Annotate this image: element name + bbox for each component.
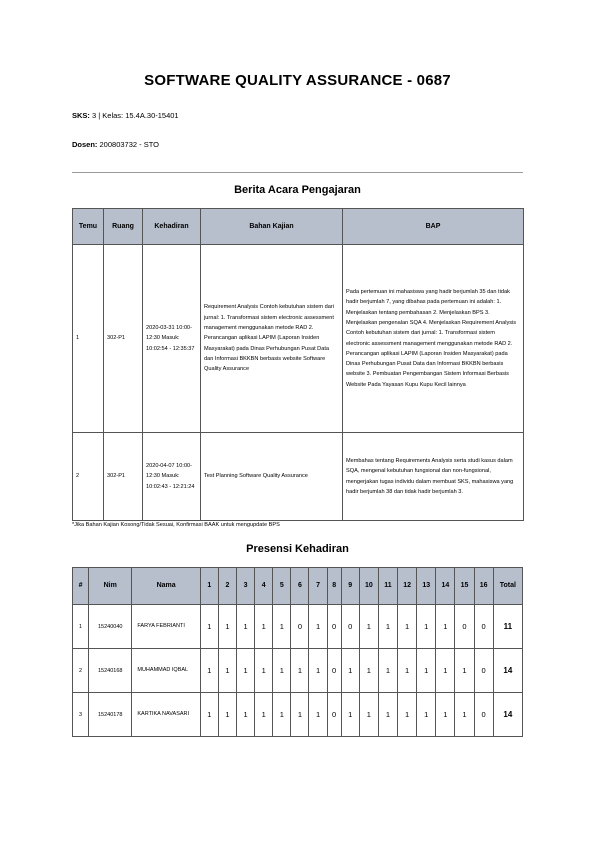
attendance-mark: 0 xyxy=(474,649,493,693)
attendance-mark: 1 xyxy=(417,649,436,693)
dosen-label: Dosen: xyxy=(72,140,98,149)
attendance-mark: 1 xyxy=(218,649,236,693)
table-row xyxy=(73,649,523,693)
sks-class-value: 3 | Kelas: 15.4A.30-15401 xyxy=(89,111,179,120)
attendance-mark: 1 xyxy=(237,693,255,737)
attendance-mark: 1 xyxy=(417,605,436,649)
attendance-mark: 1 xyxy=(341,693,359,737)
divider xyxy=(72,172,523,173)
presensi-header-cell: 8 xyxy=(327,568,341,605)
attendance-mark: 1 xyxy=(200,693,218,737)
footnote: *Jika Bahan Kajian Kosong/Tidak Sesuai, Konfirmasi BAAK untuk mengupdate BPS xyxy=(72,522,280,528)
presensi-header-cell: Nama xyxy=(132,568,200,605)
presensi-header-cell: 1 xyxy=(200,568,218,605)
attendance-mark: 1 xyxy=(359,693,378,737)
total-cell: 14 xyxy=(493,693,522,737)
row-number: 3 xyxy=(73,693,89,737)
temu-cell: 2 xyxy=(73,433,104,521)
bap-section-title: Berita Acara Pengajaran xyxy=(234,184,361,196)
attendance-mark: 1 xyxy=(398,693,417,737)
presensi-header-cell: 15 xyxy=(455,568,474,605)
attendance-mark: 1 xyxy=(309,693,327,737)
attendance-mark: 1 xyxy=(237,605,255,649)
presensi-table xyxy=(72,567,523,737)
bahan-kajian-cell: Requirement Analysis Contoh kebutuhan sistem dari jurnal: 1. Transformasi sistem electronic assessment management menggunakan metode RAD 2. Perancangan aplikasi LAPIM (Laporan Insiden Masyarakat) pada Dinas Perhubungan Pusat Data dan Informasi BKKBN berbasis website Software Quality Assurance xyxy=(201,245,343,433)
attendance-mark: 1 xyxy=(255,605,273,649)
lecturer-info xyxy=(72,140,159,149)
attendance-mark: 0 xyxy=(474,605,493,649)
attendance-mark: 1 xyxy=(359,605,378,649)
presensi-header-cell: # xyxy=(73,568,89,605)
presensi-header-cell: 9 xyxy=(341,568,359,605)
attendance-mark: 1 xyxy=(255,649,273,693)
attendance-mark: 1 xyxy=(378,649,397,693)
header-bahan-kajian: Bahan Kajian xyxy=(201,209,343,245)
presensi-header-cell: 3 xyxy=(237,568,255,605)
table-row xyxy=(73,433,524,521)
presensi-header-cell: 10 xyxy=(359,568,378,605)
table-row xyxy=(73,245,524,433)
presensi-section-title: Presensi Kehadiran xyxy=(246,543,349,555)
course-info xyxy=(72,111,179,120)
presensi-header-cell: 12 xyxy=(398,568,417,605)
attendance-mark: 1 xyxy=(273,605,291,649)
presensi-header-cell: 6 xyxy=(291,568,309,605)
attendance-mark: 1 xyxy=(436,605,455,649)
presensi-header-row xyxy=(73,568,523,605)
table-row xyxy=(73,605,523,649)
attendance-mark: 1 xyxy=(398,649,417,693)
bap-table xyxy=(72,208,524,521)
attendance-mark: 1 xyxy=(455,693,474,737)
attendance-mark: 0 xyxy=(327,649,341,693)
row-number: 2 xyxy=(73,649,89,693)
attendance-mark: 1 xyxy=(237,649,255,693)
total-cell: 11 xyxy=(493,605,522,649)
attendance-mark: 1 xyxy=(273,649,291,693)
attendance-mark: 1 xyxy=(436,649,455,693)
attendance-mark: 1 xyxy=(309,649,327,693)
attendance-mark: 1 xyxy=(291,693,309,737)
nim-cell: 15240168 xyxy=(89,649,132,693)
presensi-header-cell: Total xyxy=(493,568,522,605)
presensi-header-cell: 2 xyxy=(218,568,236,605)
presensi-header-cell: 11 xyxy=(378,568,397,605)
nama-cell: MUHAMMAD IQBAL xyxy=(132,649,200,693)
ruang-cell: 302-P1 xyxy=(104,245,143,433)
bap-cell: Pada pertemuan ini mahasiswa yang hadir berjumlah 35 dan tidak hadir berjumlah 7, yang dibahas pada pertemuan ini adalah: 1. Menjelaskan tentang pembahasan 2. Menjelaskan BPS 3. Menjelaskan pengenalan SQA 4. Menjelaskan Requirement Analysis Contoh kebutuhan sistem dari jurnal: 1. Transformasi sistem electronic assessment management menggunakan metode RAD 2. Perancangan aplikasi LAPIM (Laporan Insiden Masyarakat) pada Dinas Perhubungan Pusat Data dan Informasi BKKBN berbasis website 3. Pembuatan Pengembangan Sistem Informasi Berbasis Website Pada Yayasan Kupu Kupu Kecil lainnya xyxy=(343,245,524,433)
presensi-header-cell: 7 xyxy=(309,568,327,605)
attendance-mark: 0 xyxy=(455,605,474,649)
attendance-mark: 1 xyxy=(359,649,378,693)
attendance-mark: 1 xyxy=(200,649,218,693)
kehadiran-cell: 2020-04-07 10:00-12:30 Masuk: 10:02:43 - 12:21:24 xyxy=(143,433,201,521)
nama-cell: KARTIKA NAVASARI xyxy=(132,693,200,737)
table-row xyxy=(73,693,523,737)
bap-cell: Membahas tentang Requirements Analysis serta studi kasus dalam SQA, mengenal kebutuhan fungsional dan non-fungsional, mengerjakan tugas individu dalam membuat SKS, mahasiswa yang hadir berjumlah 38 dan tidak hadir berjumlah 3. xyxy=(343,433,524,521)
attendance-mark: 1 xyxy=(417,693,436,737)
attendance-mark: 1 xyxy=(218,693,236,737)
attendance-mark: 1 xyxy=(436,693,455,737)
attendance-mark: 0 xyxy=(327,605,341,649)
presensi-header-cell: 5 xyxy=(273,568,291,605)
attendance-mark: 1 xyxy=(398,605,417,649)
nim-cell: 15240178 xyxy=(89,693,132,737)
presensi-header-cell: 4 xyxy=(255,568,273,605)
dosen-value: 200803732 - STO xyxy=(97,140,159,149)
page-title: SOFTWARE QUALITY ASSURANCE - 0687 xyxy=(144,72,451,89)
bahan-kajian-cell: Test Planning Software Quality Assurance xyxy=(201,433,343,521)
attendance-mark: 1 xyxy=(255,693,273,737)
attendance-mark: 0 xyxy=(327,693,341,737)
header-ruang: Ruang xyxy=(104,209,143,245)
attendance-mark: 1 xyxy=(218,605,236,649)
attendance-mark: 1 xyxy=(455,649,474,693)
attendance-mark: 1 xyxy=(309,605,327,649)
attendance-mark: 1 xyxy=(341,649,359,693)
ruang-cell: 302-P1 xyxy=(104,433,143,521)
attendance-mark: 1 xyxy=(200,605,218,649)
total-cell: 14 xyxy=(493,649,522,693)
attendance-mark: 1 xyxy=(378,605,397,649)
attendance-mark: 0 xyxy=(341,605,359,649)
temu-cell: 1 xyxy=(73,245,104,433)
kehadiran-cell: 2020-03-31 10:00-12:30 Masuk: 10:02:54 - 12:35:37 xyxy=(143,245,201,433)
row-number: 1 xyxy=(73,605,89,649)
attendance-mark: 0 xyxy=(291,605,309,649)
attendance-mark: 1 xyxy=(273,693,291,737)
nim-cell: 15240040 xyxy=(89,605,132,649)
attendance-mark: 1 xyxy=(378,693,397,737)
sks-label: SKS: xyxy=(72,111,90,120)
presensi-header-cell: 14 xyxy=(436,568,455,605)
presensi-header-cell: 13 xyxy=(417,568,436,605)
header-kehadiran: Kehadiran xyxy=(143,209,201,245)
presensi-header-cell: 16 xyxy=(474,568,493,605)
header-temu: Temu xyxy=(73,209,104,245)
header-bap: BAP xyxy=(343,209,524,245)
nama-cell: FARYA FEBRIANTI xyxy=(132,605,200,649)
attendance-mark: 1 xyxy=(291,649,309,693)
presensi-header-cell: Nim xyxy=(89,568,132,605)
attendance-mark: 0 xyxy=(474,693,493,737)
